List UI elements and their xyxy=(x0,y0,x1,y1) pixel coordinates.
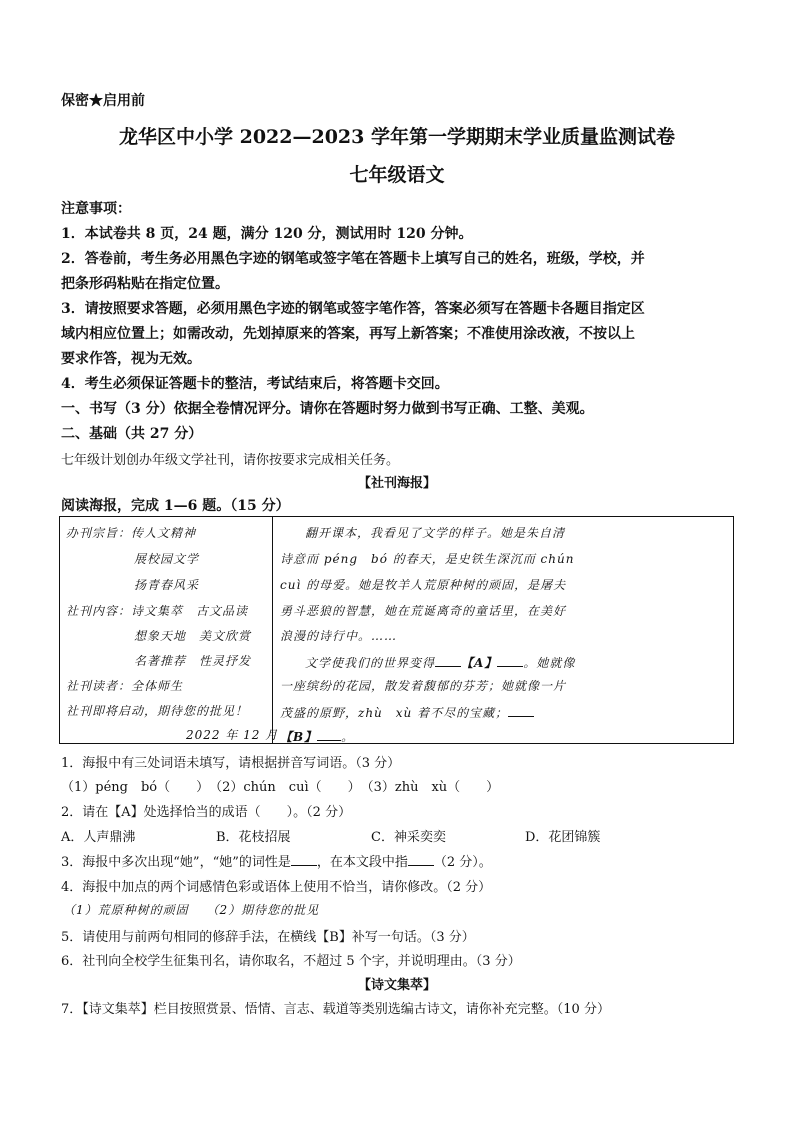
poster-left-line: 想象天地 美文欣赏 xyxy=(134,629,252,643)
poster-left-line: 社刊读者：全体师生 xyxy=(66,679,184,693)
poster-left-line: 名著推荐 性灵抒发 xyxy=(134,654,252,668)
answer-blank xyxy=(435,652,461,667)
exam-title: 龙华区中小学 2022—2023 学年第一学期期末学业质量监测试卷 xyxy=(119,126,675,148)
poster-left-line: 办刊宗旨：传人文精神 xyxy=(66,526,197,540)
question-3-text: ，在本文段中指 xyxy=(316,855,408,870)
question-2-option: D．花团锦簇 xyxy=(525,830,601,845)
poster-left-line: 展校园文学 xyxy=(134,552,200,566)
poster-right-line: 一座缤纷的花园，散发着馥郁的芬芳；她就像一片 xyxy=(280,679,567,693)
poster-right-line: 翻开课本，我看见了文学的样子。她是朱自清 xyxy=(305,526,566,540)
answer-blank xyxy=(408,851,434,866)
note-line: 要求作答，视为无效。 xyxy=(61,351,201,367)
blank-label-a: 【A】 xyxy=(461,656,498,670)
poster-text: 。她就像 xyxy=(523,656,576,670)
poster-text: 文学使我们的世界变得 xyxy=(305,656,436,670)
question-6: 6．社刊向全校学生征集刊名，请你取名，不超过 5 个字，并说明理由。（3 分） xyxy=(61,954,521,969)
poster-right-line xyxy=(305,652,575,671)
question-1: 1．海报中有三处词语未填写，请根据拼音写词语。（3 分） xyxy=(61,756,401,771)
question-4-item: （1）荒原种树的顽固 xyxy=(63,903,189,917)
poster-divider xyxy=(272,516,273,744)
answer-blank xyxy=(291,851,317,866)
note-line: 4．考生必须保证答题卡的整洁，考试结束后，将答题卡交回。 xyxy=(61,376,449,392)
note-line: 域内相应位置上；如需改动，先划掉原来的答案，再写上新答案；不准使用涂改液，不按以上 xyxy=(61,326,635,342)
question-1-items: （1）péng bó（ ） （2）chún cuì（ ） （3）zhù xù（ ） xyxy=(61,780,500,795)
poster-right-line: 浪漫的诗行中。…… xyxy=(280,629,398,643)
poster-right-line xyxy=(280,726,354,745)
poster-date: 2022 年 12 月 xyxy=(186,728,279,742)
answer-blank xyxy=(497,652,523,667)
poster-right-line: 诗意而 péng bó 的春天，是史铁生深沉而 chún xyxy=(280,552,575,566)
note-line: 3．请按照要求答题，必须用黑色字迹的钢笔或签字笔作答，答案必须写在答题卡各题目指定区 xyxy=(61,301,645,317)
question-2-option: C．神采奕奕 xyxy=(371,830,446,845)
question-4-items xyxy=(63,901,319,918)
poster-right-line: cuì 的母爱。她是牧羊人荒原种树的顽固，是屠夫 xyxy=(280,578,567,592)
question-2-option: B．花枝招展 xyxy=(216,830,291,845)
poster-heading: 【社刊海报】 xyxy=(357,476,436,491)
question-2-option: A．人声鼎沸 xyxy=(61,830,136,845)
blank-label-b: 【B】 xyxy=(280,730,318,744)
reading-instruction: 阅读海报，完成 1—6 题。（15 分） xyxy=(61,498,290,514)
section-writing: 一、书写（3 分）依据全卷情况评分。请你在答题时努力做到书写正确、工整、美观。 xyxy=(61,401,594,417)
confidential-mark: 保密★启用前 xyxy=(61,93,145,109)
poster-left-line: 社刊即将启动，期待您的批见！ xyxy=(66,704,249,718)
note-line: 2．答卷前，考生务必用黑色字迹的钢笔或签字笔在答题卡上填写自己的姓名，班级，学校，并 xyxy=(61,251,645,267)
question-4: 4．海报中加点的两个词感情色彩或语体上使用不恰当，请你修改。（2 分） xyxy=(61,880,492,895)
section-basics-heading: 二、基础（共 27 分） xyxy=(61,426,203,442)
poster-left-line: 扬青春风采 xyxy=(134,578,200,592)
question-2: 2．请在【A】处选择恰当的成语（ ）。（2 分） xyxy=(61,805,352,820)
note-line: 1．本试卷共 8 页，24 题，满分 120 分，测试用时 120 分钟。 xyxy=(61,226,473,242)
exam-subtitle: 七年级语文 xyxy=(349,164,445,186)
answer-blank xyxy=(508,702,534,717)
section-intro: 七年级计划创办年级文学社刊，请你按要求完成相关任务。 xyxy=(61,453,400,468)
note-line: 把条形码粘贴在指定位置。 xyxy=(61,276,229,292)
question-3-text: 3．海报中多次出现“她”，“她”的词性是 xyxy=(61,855,291,870)
poster-text: 。 xyxy=(341,730,355,744)
question-5: 5．请使用与前两句相同的修辞手法，在横线【B】补写一句话。（3 分） xyxy=(61,930,475,945)
poster-right-line xyxy=(280,702,534,721)
question-4-item: （2）期待您的批见 xyxy=(206,903,320,917)
poetry-heading: 【诗文集萃】 xyxy=(357,978,436,993)
poster-text: 茂盛的原野，zhù xù 着不尽的宝藏； xyxy=(280,706,509,720)
poster-left-line: 社刊内容：诗文集萃 古文品读 xyxy=(66,604,249,618)
question-7: 7．【诗文集萃】栏目按照赏景、悟情、言志、载道等类别选编古诗文，请你补充完整。（10 分） xyxy=(61,1002,610,1017)
question-3 xyxy=(61,851,492,870)
question-3-text: （2 分）。 xyxy=(433,855,492,870)
answer-blank xyxy=(317,726,341,741)
poster-right-line: 勇斗恶狼的智慧，她在荒诞离奇的童话里，在美好 xyxy=(280,604,567,618)
notes-heading: 注意事项： xyxy=(61,201,131,217)
